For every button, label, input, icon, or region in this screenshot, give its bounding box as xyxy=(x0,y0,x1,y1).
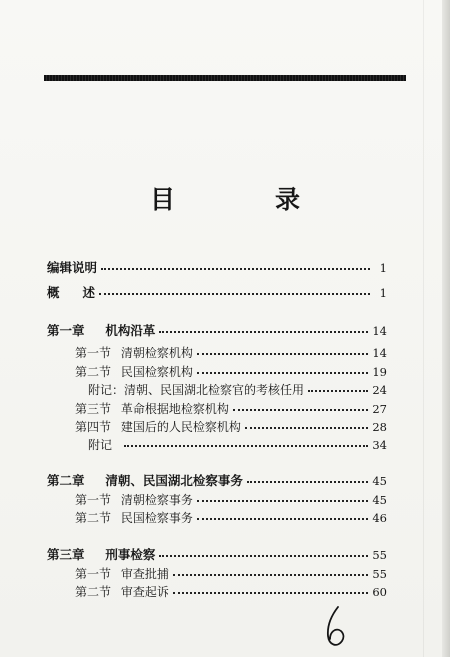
section-title: 清朝检察事务 xyxy=(120,493,193,507)
toc-page-number: 55 xyxy=(372,548,387,562)
toc-page-number: 24 xyxy=(372,383,387,397)
toc-page-number: 34 xyxy=(372,438,387,452)
section-number: 第二节 xyxy=(75,365,112,379)
page-edge-shadow xyxy=(442,0,450,657)
toc-label-wrap xyxy=(75,346,193,360)
toc-leader xyxy=(197,517,369,520)
chapter-title: 刑事检察 xyxy=(105,547,156,562)
chapter-number: 第三章 xyxy=(47,547,85,562)
handwritten-page-number xyxy=(323,605,347,650)
toc-entry-section-2-1 xyxy=(75,493,387,507)
title-char-2: 录 xyxy=(274,185,300,214)
toc-entry-chapter-1 xyxy=(47,324,387,338)
toc-leader xyxy=(197,499,369,502)
title-char-1: 目 xyxy=(150,185,176,214)
toc-entry-appendix-2 xyxy=(88,438,387,452)
toc-page-number: 14 xyxy=(372,324,387,338)
toc-entry-section-1-3 xyxy=(75,402,387,416)
toc-label-wrap xyxy=(47,548,155,562)
toc-page-number: 1 xyxy=(379,286,387,300)
toc-entry-chapter-2 xyxy=(47,474,387,488)
toc-leader xyxy=(124,444,368,447)
toc-leader xyxy=(197,371,369,374)
section-number: 第三节 xyxy=(75,402,112,416)
scan-line xyxy=(423,0,424,657)
toc-page-number: 14 xyxy=(372,346,387,360)
toc-label-part: 述 xyxy=(82,285,95,300)
section-number: 第二节 xyxy=(75,585,112,599)
toc-leader xyxy=(245,426,369,429)
section-number: 第四节 xyxy=(75,420,112,434)
toc-entry-section-3-1 xyxy=(75,567,387,581)
section-title: 建国后的人民检察机构 xyxy=(120,420,241,434)
toc-label xyxy=(47,286,95,300)
section-number: 第一节 xyxy=(75,567,112,581)
toc-entry-section-2-2 xyxy=(75,511,387,525)
toc-label: 编辑说明 xyxy=(47,260,98,275)
toc-page-number: 27 xyxy=(372,402,387,416)
section-number: 第二节 xyxy=(75,511,112,525)
toc-leader xyxy=(197,352,369,355)
chapter-number: 第一章 xyxy=(47,323,85,338)
toc-entry-appendix-1 xyxy=(88,383,387,397)
toc-leader xyxy=(159,554,368,557)
section-number: 第一节 xyxy=(75,346,112,360)
toc-page-number: 55 xyxy=(372,567,387,581)
toc-label-wrap xyxy=(75,511,193,525)
toc-page-number: 60 xyxy=(372,585,387,599)
chapter-title: 机构沿革 xyxy=(105,323,156,338)
toc-label-part: 概 xyxy=(47,285,60,300)
section-title: 民国检察机构 xyxy=(120,365,193,379)
toc-page-number: 45 xyxy=(372,493,387,507)
toc-entry-chapter-3 xyxy=(47,548,387,562)
toc-page-number: 19 xyxy=(372,365,387,379)
toc-label-wrap xyxy=(75,402,229,416)
toc-label-wrap xyxy=(75,493,193,507)
appendix-title: 附记：清朝、民国湖北检察官的考核任用 xyxy=(88,383,305,397)
toc-leader xyxy=(159,330,368,333)
toc-label-wrap xyxy=(47,324,155,338)
section-title: 清朝检察机构 xyxy=(120,346,193,360)
toc-page-number: 1 xyxy=(379,261,387,275)
toc-leader xyxy=(99,292,370,295)
page-title xyxy=(150,180,300,216)
section-title: 审查起诉 xyxy=(120,585,169,599)
toc-leader xyxy=(308,389,368,392)
section-title: 民国检察事务 xyxy=(120,511,193,525)
toc-label-wrap xyxy=(47,474,243,488)
section-title: 革命根据地检察机构 xyxy=(120,402,229,416)
chapter-number: 第二章 xyxy=(47,473,85,488)
toc-entry-overview xyxy=(47,286,387,300)
toc-label-wrap xyxy=(75,420,241,434)
toc-entry-section-1-2 xyxy=(75,365,387,379)
toc-page-number: 45 xyxy=(372,474,387,488)
section-number: 第一节 xyxy=(75,493,112,507)
chapter-title: 清朝、民国湖北检察事务 xyxy=(105,473,243,488)
toc-entry-editorial-notes xyxy=(47,261,387,275)
toc-page-number: 28 xyxy=(372,420,387,434)
appendix-title: 附记 xyxy=(88,438,113,452)
header-rule xyxy=(44,75,406,81)
toc-label-wrap xyxy=(75,567,169,581)
toc-label-wrap xyxy=(75,365,193,379)
toc-leader xyxy=(247,480,368,483)
toc-leader xyxy=(173,591,369,594)
toc-leader xyxy=(173,573,369,576)
toc-label-wrap xyxy=(75,585,169,599)
toc-entry-section-3-2 xyxy=(75,585,387,599)
section-title: 审查批捕 xyxy=(120,567,169,581)
toc-entry-section-1-4 xyxy=(75,420,387,434)
toc-leader xyxy=(233,408,369,411)
toc-page-number: 46 xyxy=(372,511,387,525)
toc-entry-section-1-1 xyxy=(75,346,387,360)
toc-leader xyxy=(101,267,370,270)
